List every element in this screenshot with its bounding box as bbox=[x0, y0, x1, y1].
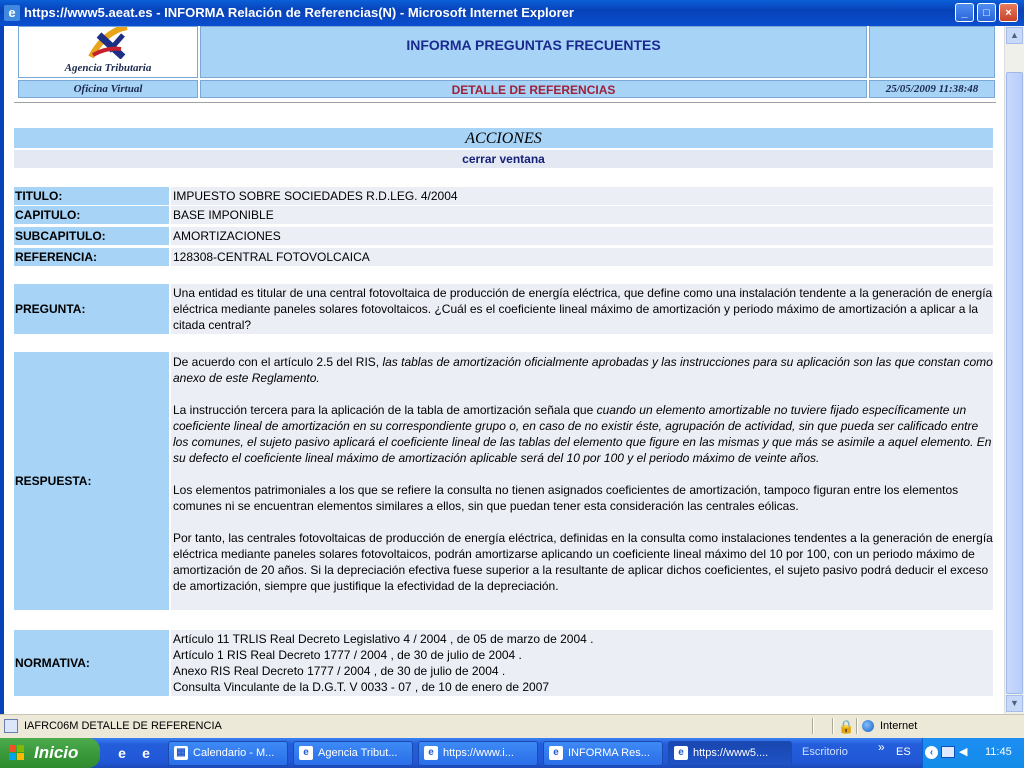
agency-logo-icon bbox=[87, 27, 137, 59]
actions-title: ACCIONES bbox=[14, 128, 993, 148]
capitulo-value: BASE IMPONIBLE bbox=[171, 206, 993, 224]
task-label: INFORMA Res... bbox=[568, 747, 650, 759]
page-subtitle: DETALLE DE REFERENCIAS bbox=[451, 83, 616, 97]
task-label: https://www5.... bbox=[693, 747, 769, 759]
pregunta-label: PREGUNTA: bbox=[14, 284, 169, 334]
respuesta-paragraph-4: Por tanto, las centrales fotovoltaicas de producción de energía eléctrica, definidas en la consulta como instalaciones tendentes a la generación de energía eléctrica mediante paneles solares fotovoltaicos, podrán amortizarse aplicando un coeficiente lineal máximo del 10 por 100, con un periodo máximo de amortización de 20 años. Si la depreciación efectiva fuese superior a la resultante de aplicar dichos coeficientes, el sujeto pasivo podrá deducir el exceso de amortización, siempre que justifique la efectividad de la depreciación. bbox=[173, 531, 993, 593]
normativa-item: Artículo 11 TRLIS Real Decreto Legislativo 4 / 2004 , de 05 de marzo de 2004 . bbox=[173, 632, 594, 646]
start-label: Inicio bbox=[34, 743, 79, 762]
status-separator bbox=[832, 718, 834, 734]
system-tray bbox=[922, 738, 1024, 768]
pregunta-text: Una entidad es titular de una central fotovoltaica de producción de energía eléctrica, que define como una instalación tendente a la generación de energía eléctrica mediante paneles solares fotovoltaicos. ¿Cuál es el coeficiente lineal máximo de amortización y periodo máximo de amortización a aplicar a la citada central? bbox=[173, 286, 993, 332]
quicklaunch-browser-icon[interactable]: e bbox=[142, 745, 150, 761]
referencia-label: REFERENCIA: bbox=[14, 248, 169, 266]
normativa-list bbox=[171, 630, 993, 696]
page-title: INFORMA PREGUNTAS FRECUENTES bbox=[406, 37, 661, 53]
start-button[interactable] bbox=[0, 738, 100, 768]
maximize-button[interactable]: □ bbox=[977, 3, 996, 22]
status-bar bbox=[0, 714, 1024, 738]
calendar-app-icon: ▦ bbox=[174, 746, 188, 760]
respuesta-p1-quote: las tablas de amortización oficialmente aprobadas y las instrucciones para su aplicación son las que constan como anexo de este Reglamento. bbox=[173, 355, 993, 385]
window-title: https://www5.aeat.es - INFORMA Relación de Referencias(N) - Microsoft Internet Explorer bbox=[24, 5, 574, 20]
datetime: 25/05/2009 11:38:48 bbox=[885, 83, 979, 95]
capitulo-label: CAPITULO: bbox=[14, 206, 169, 224]
tray-expand-icon[interactable]: ‹ bbox=[925, 746, 938, 759]
status-separator bbox=[812, 718, 814, 734]
scroll-thumb[interactable] bbox=[1006, 72, 1023, 694]
close-button[interactable]: × bbox=[999, 3, 1018, 22]
header-title-cell bbox=[200, 26, 867, 78]
respuesta-paragraph-3: Los elementos patrimoniales a los que se refiere la consulta no tienen asignados coeficientes de amortización, tampoco figuran entre los elementos comunes ni se encuentran elementos similares a ellos, sin que puedan tener esta consideración las centrales eólicas. bbox=[173, 483, 959, 513]
status-separator bbox=[856, 718, 858, 734]
respuesta-label: RESPUESTA: bbox=[14, 352, 169, 610]
task-label: Calendario - M... bbox=[193, 747, 275, 759]
respuesta-p2-text: La instrucción tercera para la aplicación de la tabla de amortización señala que bbox=[173, 403, 597, 417]
subcapitulo-value: AMORTIZACIONES bbox=[171, 227, 993, 245]
taskbar-item-https-i[interactable] bbox=[418, 741, 538, 766]
windows-flag-icon bbox=[9, 745, 25, 761]
window-title-bar[interactable] bbox=[0, 0, 1024, 26]
office-cell bbox=[18, 80, 198, 98]
subtitle-cell bbox=[200, 80, 867, 98]
quicklaunch-ie-icon[interactable]: e bbox=[118, 745, 126, 761]
subcapitulo-label: SUBCAPITULO: bbox=[14, 227, 169, 245]
titulo-value: IMPUESTO SOBRE SOCIEDADES R.D.LEG. 4/2004 bbox=[171, 187, 993, 205]
taskbar-item-agencia[interactable] bbox=[293, 741, 413, 766]
taskbar-item-calendario[interactable] bbox=[168, 741, 288, 766]
ie-app-icon: e bbox=[424, 746, 438, 760]
ie-icon: e bbox=[4, 5, 20, 21]
respuesta-p2-quote: cuando un elemento amortizable no tuviere fijado específicamente un coeficiente lineal de amortización en su correspondiente grupo o, en caso de no existir éste, agrupación de actividad, sin que pueda ser calificado entre los comunes, el sujeto pasivo aplicará el coeficiente lineal de las tablas del elemento que figure en las mismas y que más se asimile a aquel elemento. En su defecto el coeficiente lineal máximo de amortización aplicable será del 10 por 100 y el periodo máximo de veinte años. bbox=[173, 403, 992, 465]
taskbar-item-https-www5[interactable] bbox=[668, 741, 792, 766]
ie-app-icon: e bbox=[549, 746, 563, 760]
normativa-label: NORMATIVA: bbox=[14, 630, 169, 696]
logo-cell bbox=[18, 26, 198, 78]
respuesta-p1-text: De acuerdo con el artículo 2.5 del RIS, bbox=[173, 355, 383, 369]
vertical-scrollbar[interactable] bbox=[1004, 26, 1024, 714]
agency-name: Agencia Tributaria bbox=[64, 62, 152, 74]
ie-app-icon: e bbox=[299, 746, 313, 760]
header-divider bbox=[14, 102, 996, 103]
status-text: IAFRC06M DETALLE DE REFERENCIA bbox=[24, 720, 222, 732]
minimize-button[interactable]: _ bbox=[955, 3, 974, 22]
lock-icon: 🔒 bbox=[838, 719, 855, 734]
respuesta-body bbox=[171, 352, 993, 610]
taskbar-item-informa[interactable] bbox=[543, 741, 663, 766]
normativa-item: Anexo RIS Real Decreto 1777 / 2004 , de 30 de julio de 2004 . bbox=[173, 664, 506, 678]
page-viewport bbox=[0, 26, 1004, 714]
respuesta-paragraph-1 bbox=[173, 354, 993, 386]
office-label: Oficina Virtual bbox=[73, 83, 143, 95]
normativa-item: Artículo 1 RIS Real Decreto 1777 / 2004 , de 30 de julio de 2004 . bbox=[173, 648, 522, 662]
ie-app-icon: e bbox=[674, 746, 688, 760]
header-empty-cell bbox=[869, 26, 995, 78]
normativa-item: Consulta Vinculante de la D.G.T. V 0033 - 07 , de 10 de enero de 2007 bbox=[173, 680, 550, 694]
titulo-label: TITULO: bbox=[14, 187, 169, 205]
internet-globe-icon bbox=[862, 720, 874, 732]
scroll-down-arrow-icon[interactable]: ▼ bbox=[1006, 695, 1023, 712]
referencia-value: 128308-CENTRAL FOTOVOLCAICA bbox=[171, 248, 993, 266]
language-indicator[interactable]: ES bbox=[896, 746, 911, 758]
page-icon bbox=[4, 719, 18, 733]
taskbar bbox=[0, 738, 1024, 768]
respuesta-paragraph-2 bbox=[173, 402, 993, 466]
volume-icon[interactable]: ◀ bbox=[959, 746, 968, 758]
page-header bbox=[14, 26, 996, 100]
close-window-link[interactable]: cerrar ventana bbox=[14, 150, 993, 168]
task-label: Agencia Tribut... bbox=[318, 747, 398, 759]
desktop-toolbar-label[interactable]: Escritorio bbox=[802, 746, 848, 758]
zone-text: Internet bbox=[880, 720, 918, 732]
task-label: https://www.i... bbox=[443, 747, 514, 759]
clock[interactable]: 11:45 bbox=[985, 746, 1012, 758]
scroll-up-arrow-icon[interactable]: ▲ bbox=[1006, 27, 1023, 44]
network-icon[interactable] bbox=[941, 746, 955, 758]
datetime-cell bbox=[869, 80, 995, 98]
toolbar-expand-icon[interactable]: » bbox=[878, 740, 885, 754]
